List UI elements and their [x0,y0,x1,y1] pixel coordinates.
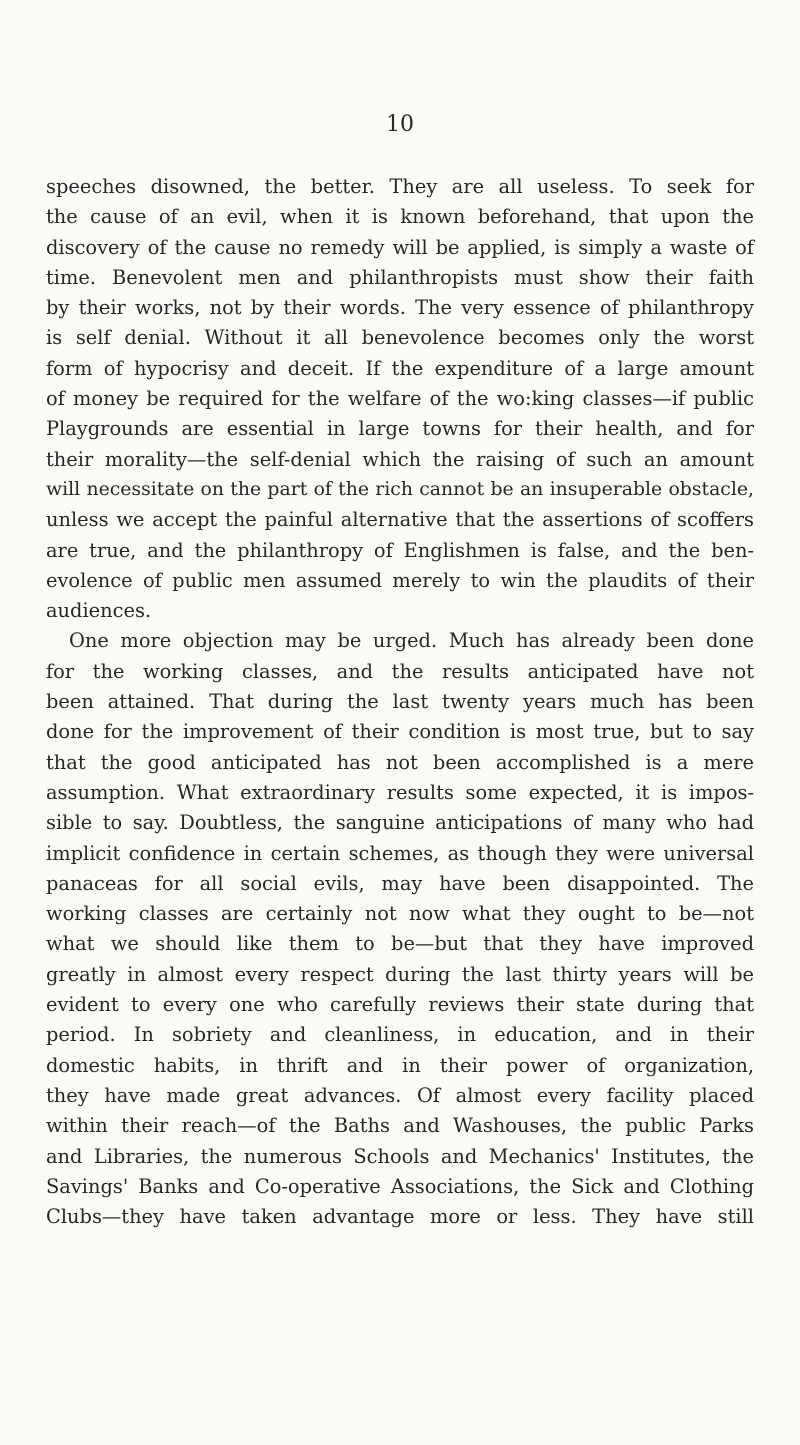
text-line: sible to say. Doubtless, the sanguine anticipations of many who had [46,811,754,835]
text-line: their morality—the self-denial which the raising of such an amount [46,447,754,471]
text-line: implicit confidence in certain schemes, as though they were universal [46,841,754,865]
text-line: discovery of the cause no remedy will be applied, is simply a waste of [46,235,754,259]
text-line: what we should like them to be—but that they have improved [46,932,754,956]
text-line: for the working classes, and the results anticipated have not [46,659,754,683]
text-line: unless we accept the painful alternative that the assertions of scoffers [46,508,754,532]
text-line: that the good anticipated has not been accomplished is a mere [46,750,754,774]
text-line: evolence of public men assumed merely to win the plaudits of their [46,568,754,592]
text-line: done for the improvement of their condition is most true, but to say [46,720,754,744]
text-line: Clubs—they have taken advantage more or less. They have still [46,1205,754,1229]
text-line: they have made great advances. Of almost every facility placed [46,1083,754,1107]
text-line: the cause of an evil, when it is known beforehand, that upon the [46,205,754,229]
text-line: of money be required for the welfare of the wo:king classes—if public [46,387,754,411]
text-line: speeches disowned, the better. They are all useless. To seek for [46,175,754,198]
text-line: been attained. That during the last twenty years much has been [46,690,754,714]
page-number: 10 [386,112,414,137]
text-line: time. Benevolent men and philanthropists must show their faith [46,265,754,289]
text-line: Savings' Banks and Co-operative Associations, the Sick and Clothing [46,1174,754,1198]
text-line: audiences. [46,599,152,623]
text-line: is self denial. Without it all benevolence becomes only the worst [46,326,754,350]
text-line: evident to every one who carefully reviews their state during that [46,993,754,1017]
text-line: Playgrounds are essential in large towns for their health, and for [46,417,754,441]
text-line: domestic habits, in thrift and in their power of organization, [46,1053,754,1077]
text-line: period. In sobriety and cleanliness, in education, and in their [46,1023,754,1047]
text-line: assumption. What extraordinary results some expected, it is impos- [46,780,754,804]
text-line: will necessitate on the part of the rich cannot be an insuperable obstacle, [46,478,754,500]
text-line: One more objection may be urged. Much has already been done [69,629,754,653]
text-line: and Libraries, the numerous Schools and Mechanics' Institutes, the [46,1144,754,1168]
text-line: form of hypocrisy and deceit. If the expenditure of a large amount [46,356,754,380]
text-line: are true, and the philanthropy of Englishmen is false, and the ben- [46,538,754,562]
text-line: within their reach—of the Baths and Washouses, the public Parks [46,1114,754,1138]
body-text [46,172,754,1232]
text-line: panaceas for all social evils, may have been disappointed. The [46,871,754,895]
text-line: greatly in almost every respect during the last thirty years will be [46,962,754,986]
text-line: working classes are certainly not now what they ought to be—not [46,902,754,926]
text-line: by their works, not by their words. The very essence of philanthropy [46,296,754,320]
